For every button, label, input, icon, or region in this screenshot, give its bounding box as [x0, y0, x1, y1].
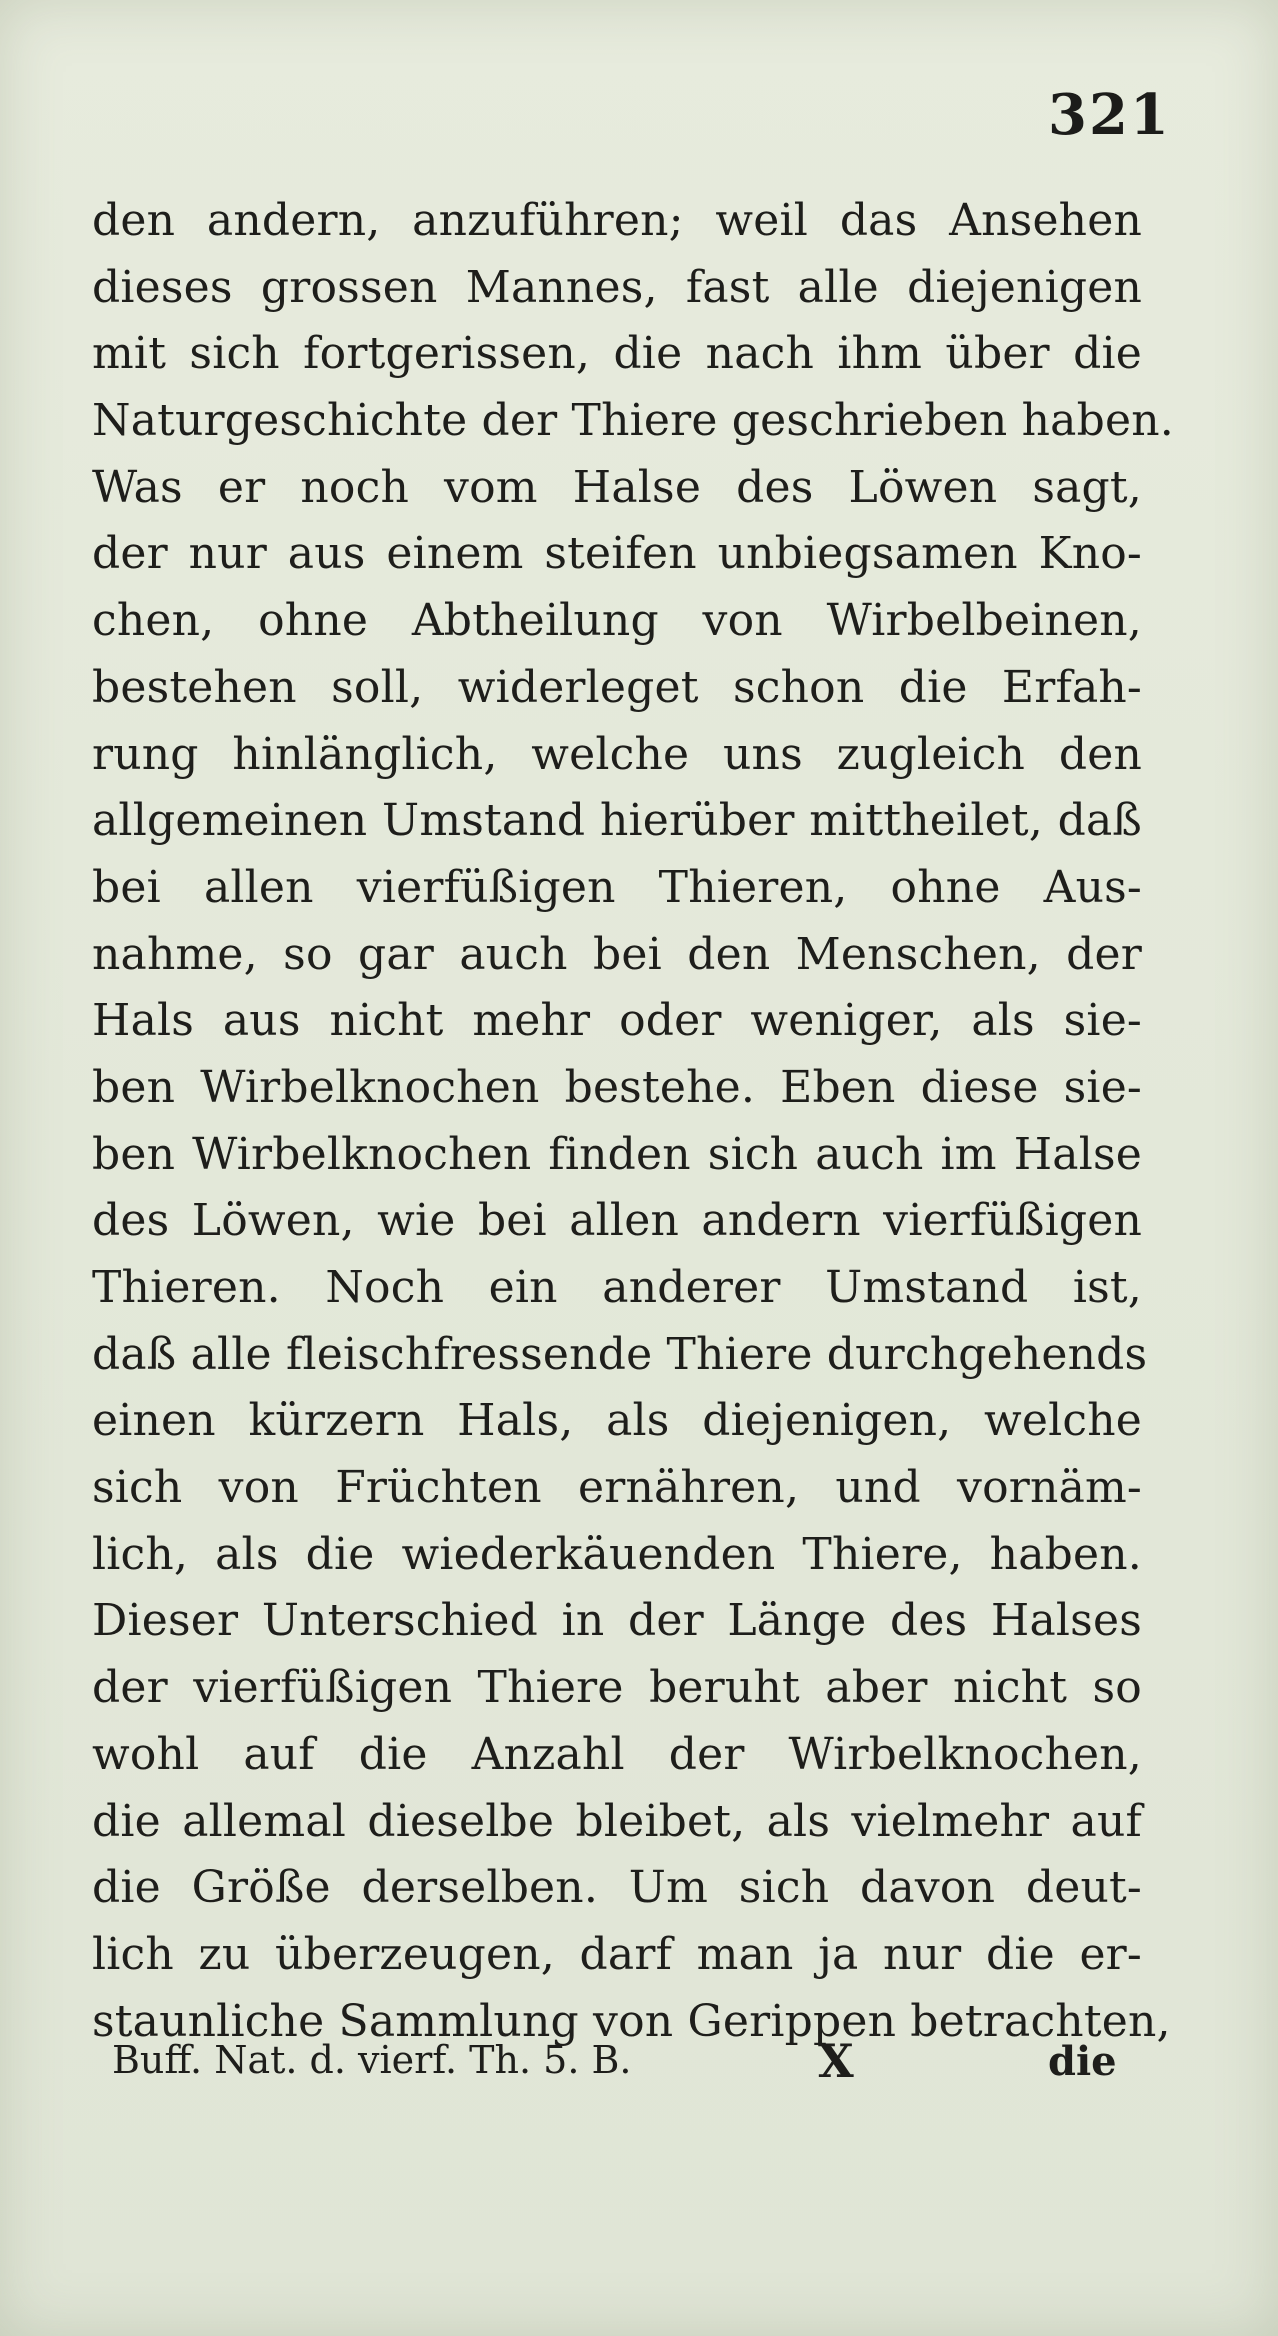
- text-line: ben Wirbelknochen finden sich auch im Halse: [92, 1128, 1142, 1180]
- text-line: der nur aus einem steifen unbiegsamen Kno-: [92, 528, 1142, 580]
- page-footer: [112, 2034, 1117, 2098]
- text-line: die Größe derselben. Um sich davon deut-: [92, 1862, 1142, 1914]
- sheet-mark: X: [818, 2034, 854, 2088]
- signature-line: Buff. Nat. d. vierf. Th. 5. B.: [112, 2038, 632, 2082]
- text-line: Thieren. Noch ein anderer Umstand ist,: [92, 1262, 1142, 1313]
- text-line: Was er noch vom Halse des Löwen sagt,: [92, 461, 1142, 513]
- text-line: lich zu überzeugen, darf man ja nur die er-: [92, 1928, 1142, 1980]
- text-line: Naturgeschichte der Thiere geschrieben haben.: [92, 395, 1174, 447]
- text-line: einen kürzern Hals, als diejenigen, welche: [92, 1395, 1142, 1447]
- text-line: daß alle fleischfressende Thiere durchgehends: [92, 1328, 1148, 1380]
- text-line: Dieser Unterschied in der Länge des Halses: [92, 1595, 1142, 1647]
- text-line: die allemal dieselbe bleibet, als vielmehr auf: [92, 1795, 1142, 1847]
- text-line: den andern, anzuführen; weil das Ansehen: [92, 195, 1142, 246]
- text-line: staunliche Sammlung von Gerippen betrachten,: [92, 1995, 1171, 2047]
- text-line: ben Wirbelknochen bestehe. Eben diese sie-: [92, 1061, 1142, 1113]
- text-line: dieses grossen Mannes, fast alle diejenigen: [92, 261, 1142, 313]
- text-line: sich von Früchten ernähren, und vornäm-: [92, 1462, 1142, 1514]
- text-line: des Löwen, wie bei allen andern vierfüßigen: [92, 1195, 1142, 1247]
- catchword: die: [1048, 2038, 1117, 2085]
- text-line: wohl auf die Anzahl der Wirbelknochen,: [92, 1728, 1142, 1780]
- text-line: lich, als die wiederkäuenden Thiere, haben.: [92, 1528, 1142, 1580]
- body-text: [92, 188, 1174, 2055]
- text-line: mit sich fortgerissen, die nach ihm über die: [92, 328, 1142, 380]
- text-line: Hals aus nicht mehr oder weniger, als sie-: [92, 995, 1142, 1047]
- page-number: 321: [1048, 82, 1171, 148]
- text-line: der vierfüßigen Thiere beruht aber nicht so: [92, 1662, 1142, 1714]
- text-line: bestehen soll, widerleget schon die Erfah-: [92, 661, 1142, 713]
- text-line: rung hinlänglich, welche uns zugleich den: [92, 728, 1142, 780]
- text-line: allgemeinen Umstand hierüber mittheilet, daß: [92, 795, 1142, 847]
- text-line: nahme, so gar auch bei den Menschen, der: [92, 928, 1142, 980]
- text-line: bei allen vierfüßigen Thieren, ohne Aus-: [92, 861, 1142, 913]
- text-line: chen, ohne Abtheilung von Wirbelbeinen,: [92, 595, 1142, 647]
